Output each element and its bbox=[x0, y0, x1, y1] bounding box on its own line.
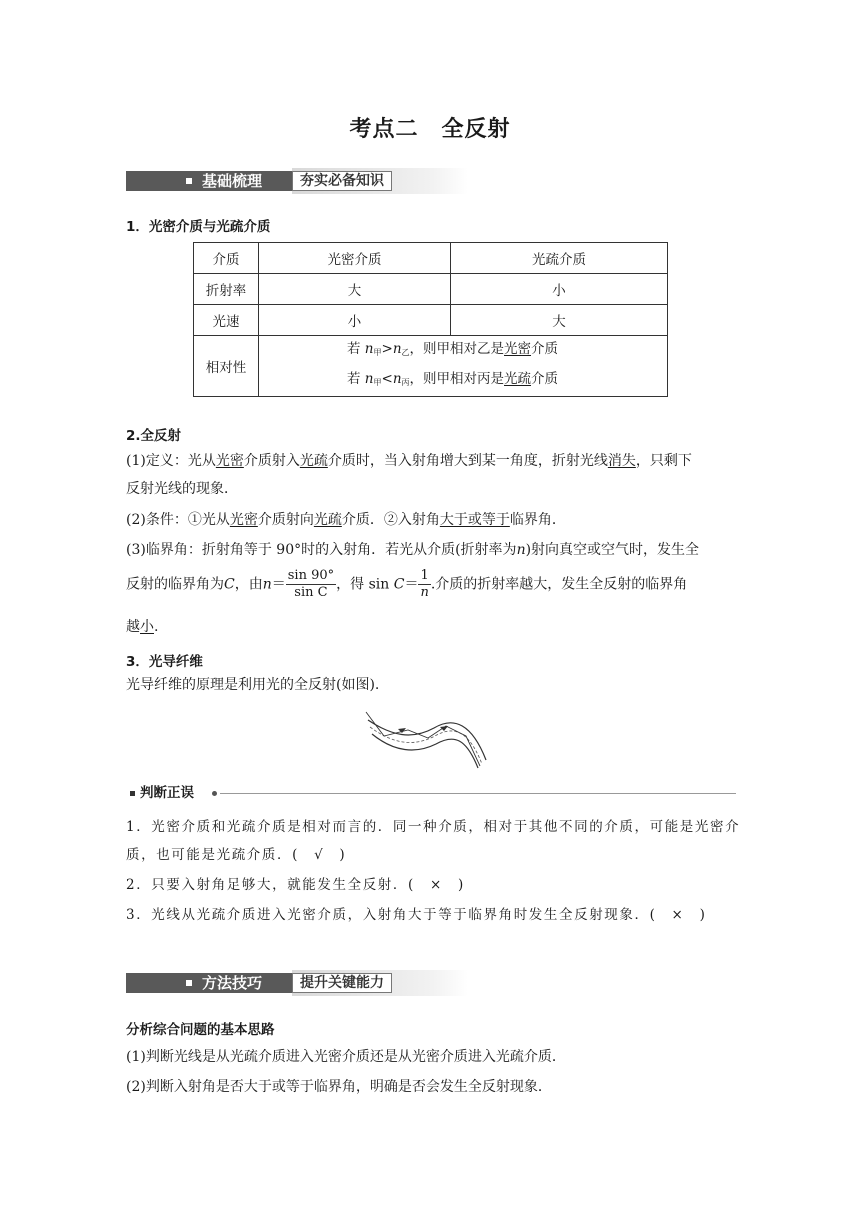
square-bullet-icon bbox=[186, 178, 192, 184]
judge-item-3: 3．光线从光疏介质进入光密介质，入射角大于等于临界角时发生全反射现象．( × ) bbox=[126, 907, 707, 923]
judge-title: 判断正误 bbox=[140, 785, 194, 801]
method-line-2: (2)判断入射角是否大于或等于临界角，明确是否会发生全反射现象． bbox=[126, 1079, 552, 1095]
table-row bbox=[194, 243, 668, 274]
table-cell: 大 bbox=[451, 305, 668, 336]
section-banner-basics bbox=[126, 168, 468, 194]
method-line-1: (1)判断光线是从光疏介质进入光密介质还是从光密介质进入光疏介质． bbox=[126, 1049, 566, 1065]
heading-method: 分析综合问题的基本思路 bbox=[126, 1022, 275, 1038]
table-row bbox=[194, 336, 668, 397]
definition-paragraph: (1)定义：光从光密介质射入光疏介质时，当入射角增大到某一角度，折射光线消失，只剩下 反射光线的现象． bbox=[126, 453, 692, 497]
judge-header bbox=[126, 784, 736, 802]
judge-item-1: 1．光密介质和光疏介质是相对而言的．同一种介质，相对于其他不同的介质，可能是光密介 质，也可能是光疏介质．( √ ) bbox=[126, 819, 741, 863]
condition-paragraph: (2)条件：①光从光密介质射向光疏介质．②入射角大于或等于临界角． bbox=[126, 512, 566, 528]
fraction-sin-ratio: $\frac{\sin 90^\circ}{\text{sin C}}$ bbox=[287, 568, 335, 600]
banner-title: 方法技巧 bbox=[202, 974, 263, 992]
relation-line-1: 若 $n_甲>n_乙$，则甲相对乙是光密介质 bbox=[347, 341, 559, 357]
divider bbox=[220, 793, 736, 794]
critical-angle-line-1: (3)临界角：折射角等于 90°时的入射角．若光从介质(折射率为n)射向真空或空气时，发生全 bbox=[126, 542, 700, 558]
table-cell: 光疏介质 bbox=[451, 243, 668, 274]
table-cell: 介质 bbox=[194, 243, 259, 274]
table-row bbox=[194, 274, 668, 305]
heading-optical-fiber: 3．光导纤维 bbox=[126, 654, 203, 670]
table-cell: 光密介质 bbox=[259, 243, 451, 274]
light-path-icon bbox=[366, 712, 480, 766]
table-cell: 光速 bbox=[194, 305, 259, 336]
table-row bbox=[194, 305, 668, 336]
relativity-cell bbox=[259, 336, 668, 397]
fiber-inner-edge-icon bbox=[372, 734, 478, 768]
table-cell: 折射率 bbox=[194, 274, 259, 305]
critical-angle-line-2: 反射的临界角为C，由n＝ $\frac{\sin 90^\circ}{\text{sin C}}$ ，得 sin C＝ $\frac{1}{n}$ .介质的折射率越大，发生全反射的临界角 bbox=[126, 568, 688, 600]
table-cell: 小 bbox=[451, 274, 668, 305]
media-table bbox=[193, 242, 668, 397]
arrow-icon bbox=[440, 726, 448, 731]
square-bullet-icon bbox=[130, 791, 135, 796]
table-cell: 大 bbox=[259, 274, 451, 305]
judge-item-2: 2．只要入射角足够大，就能发生全反射．( × ) bbox=[126, 877, 465, 893]
page-title: 考点二 全反射 bbox=[349, 117, 511, 142]
optical-fiber-text: 光导纤维的原理是利用光的全反射(如图). bbox=[126, 677, 380, 693]
heading-media: 1．光密介质与光疏介质 bbox=[126, 219, 271, 235]
table-cell: 相对性 bbox=[194, 336, 259, 397]
relation-line-2: 若 $n_甲<n_丙$，则甲相对丙是光疏介质 bbox=[347, 371, 559, 387]
banner-subtitle: 夯实必备知识 bbox=[292, 171, 392, 191]
section-banner-methods bbox=[126, 970, 468, 996]
dot-icon bbox=[212, 791, 217, 796]
fraction-one-over-n: $\frac{1}{n}$ bbox=[420, 568, 429, 600]
table-cell: 小 bbox=[259, 305, 451, 336]
optical-fiber-diagram bbox=[362, 706, 494, 774]
banner-subtitle: 提升关键能力 bbox=[292, 973, 392, 993]
heading-total-reflection: 2.全反射 bbox=[126, 428, 182, 444]
square-bullet-icon bbox=[186, 980, 192, 986]
banner-title: 基础梳理 bbox=[202, 172, 263, 190]
critical-angle-line-3: 越小. bbox=[126, 619, 159, 635]
